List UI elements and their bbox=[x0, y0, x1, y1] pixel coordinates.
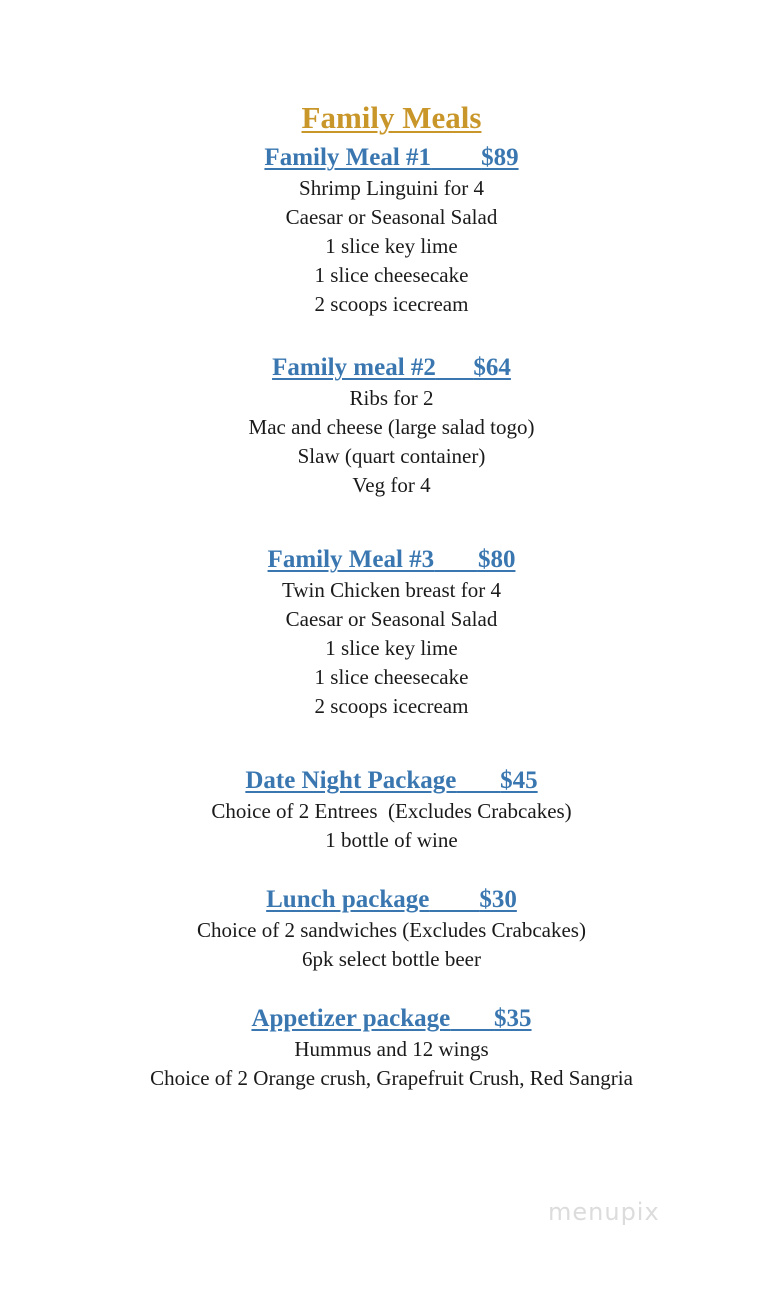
family-meal-1-section bbox=[0, 142, 783, 319]
page-title: Family Meals bbox=[301, 100, 482, 135]
appetizer-package-name: Appetizer package bbox=[251, 1005, 451, 1032]
menu-item: Mac and cheese (large salad togo) bbox=[248, 415, 535, 439]
appetizer-package-price: $35 bbox=[494, 1005, 532, 1032]
menu-item: Choice of 2 sandwiches (Excludes Crabcakes) bbox=[197, 918, 586, 942]
date-night-package-price: $45 bbox=[500, 767, 538, 794]
menu-item: 1 slice key lime bbox=[325, 234, 458, 258]
family-meal-3-price: $80 bbox=[477, 546, 516, 573]
appetizer-package-heading bbox=[0, 1003, 783, 1035]
menu-item: 1 slice cheesecake bbox=[314, 665, 469, 689]
menu-item: 2 scoops icecream bbox=[314, 694, 469, 718]
menu-item: Shrimp Linguini for 4 bbox=[299, 176, 484, 200]
menu-item: Hummus and 12 wings bbox=[294, 1037, 489, 1061]
lunch-package-heading bbox=[0, 884, 783, 916]
family-meal-1-heading bbox=[0, 142, 783, 174]
family-meal-3-name: Family Meal #3 bbox=[267, 546, 435, 573]
menu-item: Ribs for 2 bbox=[349, 386, 434, 410]
menu-item: Caesar or Seasonal Salad bbox=[285, 205, 498, 229]
family-meal-2-heading bbox=[0, 352, 783, 384]
menu-item: Twin Chicken breast for 4 bbox=[282, 578, 501, 602]
menu-item: 1 slice cheesecake bbox=[314, 263, 469, 287]
family-meal-1-name: Family Meal #1 bbox=[264, 144, 432, 171]
family-meal-3-heading bbox=[0, 544, 783, 576]
menu-item: 1 bottle of wine bbox=[325, 828, 458, 852]
date-night-package-heading bbox=[0, 765, 783, 797]
menu-item: 6pk select bottle beer bbox=[301, 947, 481, 971]
date-night-package-name: Date Night Package bbox=[245, 767, 457, 794]
menupix-watermark: menupix bbox=[548, 1198, 660, 1226]
family-meal-1-price: $89 bbox=[481, 144, 519, 171]
menu-item: Choice of 2 Orange crush, Grapefruit Crush, Red Sangria bbox=[150, 1066, 633, 1090]
menu-item: 2 scoops icecream bbox=[314, 292, 469, 316]
appetizer-package-section bbox=[0, 1003, 783, 1093]
family-meal-2-price: $64 bbox=[473, 354, 511, 381]
family-meal-3-section bbox=[0, 544, 783, 721]
lunch-package-name: Lunch package bbox=[266, 886, 430, 913]
lunch-package-price: $30 bbox=[479, 886, 517, 913]
menu-item: Choice of 2 Entrees (Excludes Crabcakes) bbox=[211, 799, 572, 823]
family-meal-2-section bbox=[0, 352, 783, 500]
menu-item: Veg for 4 bbox=[352, 473, 431, 497]
family-meal-2-name: Family meal #2 bbox=[272, 354, 436, 381]
menu-item: Slaw (quart container) bbox=[297, 444, 486, 468]
lunch-package-section bbox=[0, 884, 783, 974]
date-night-package-section bbox=[0, 765, 783, 855]
menu-item: 1 slice key lime bbox=[325, 636, 458, 660]
menu-item: Caesar or Seasonal Salad bbox=[285, 607, 498, 631]
